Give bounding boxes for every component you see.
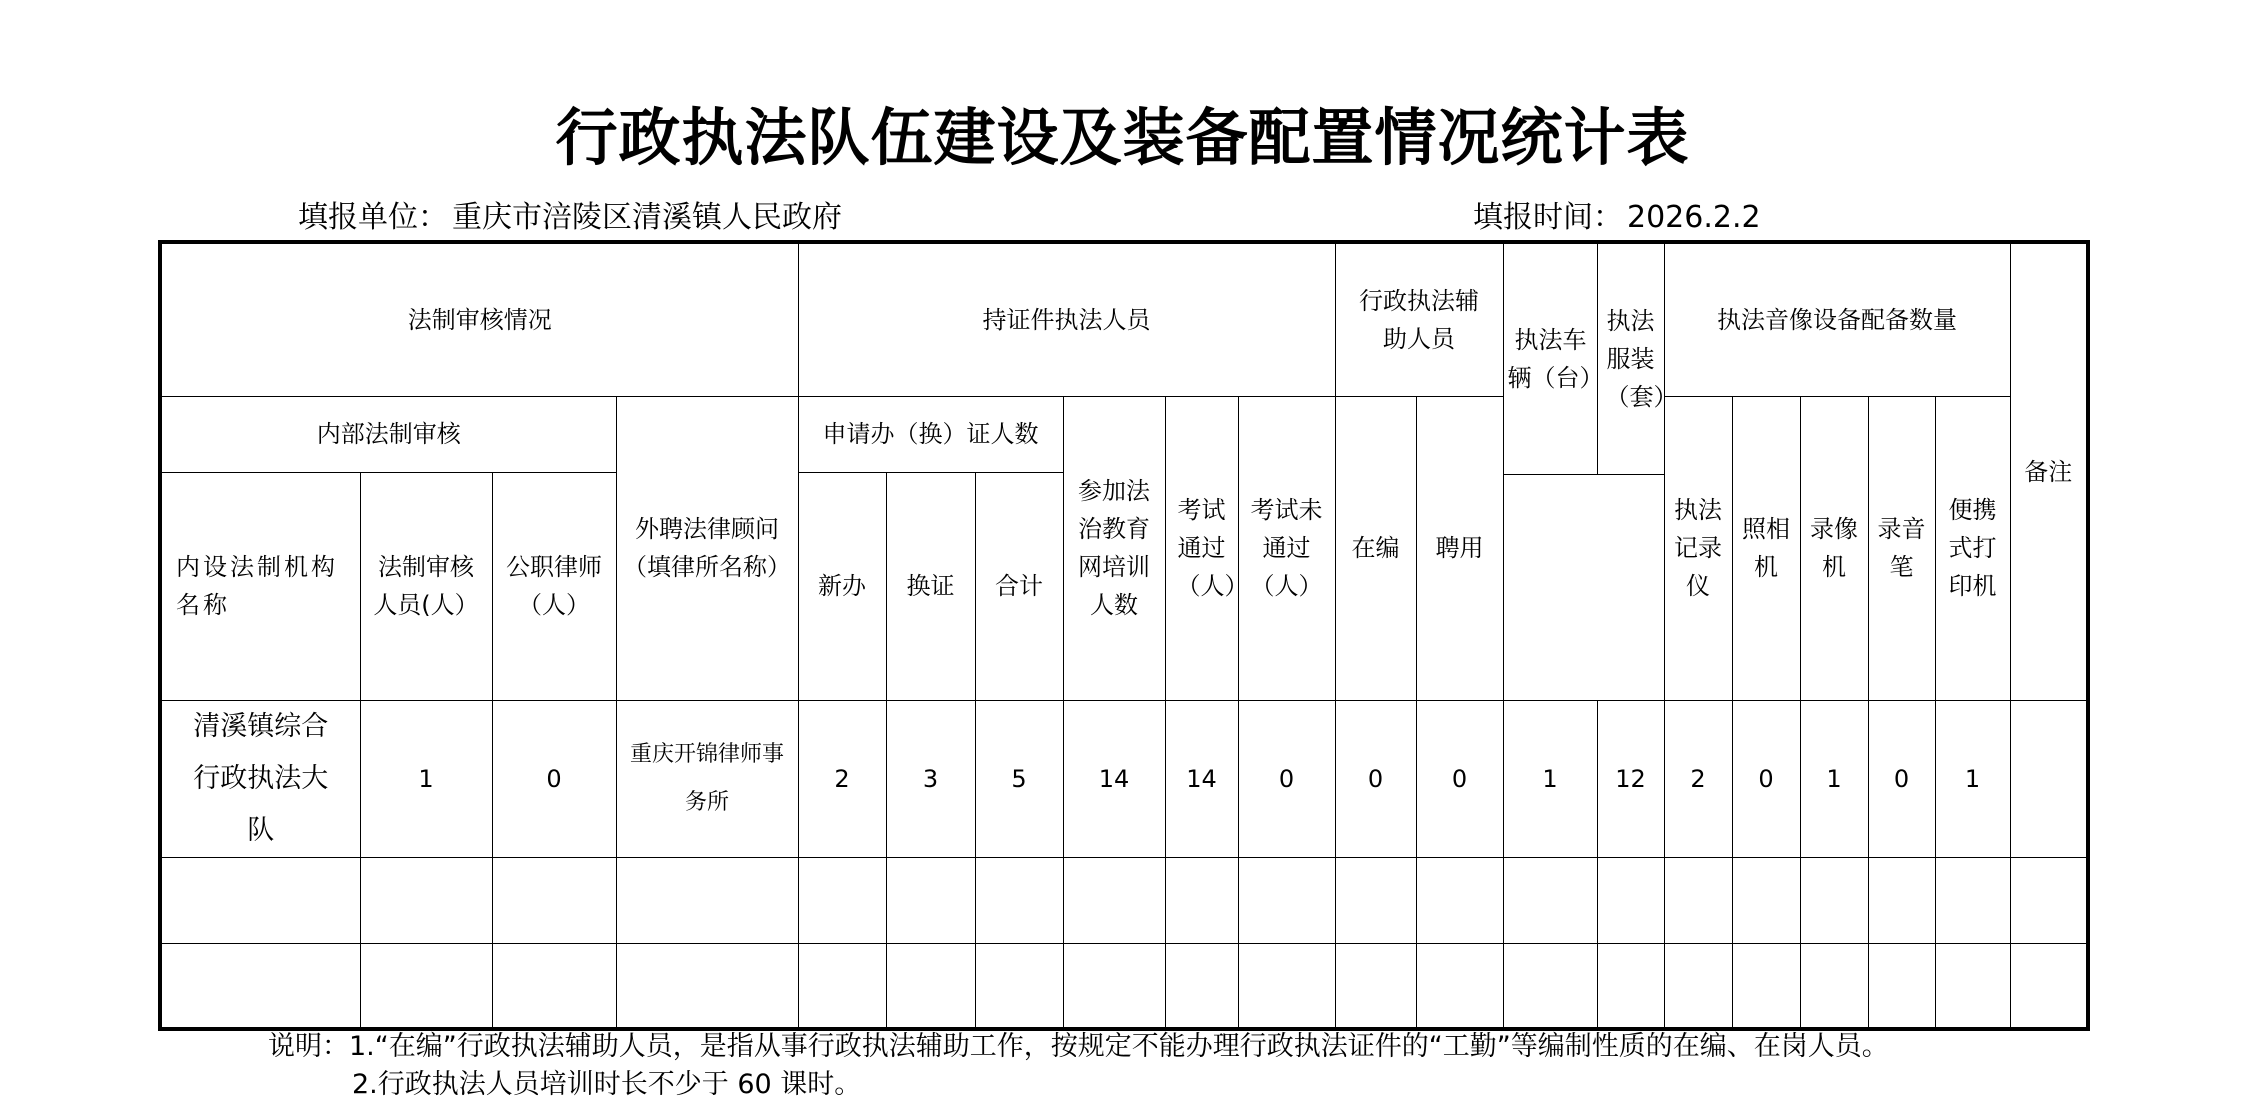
header-new-cert: 新办 [798,472,886,700]
header-exam-passed: 考试通过（人） [1165,396,1238,700]
header-external-counsel: 外聘法律顾问（填律所名称） [616,396,798,700]
filling-time-value: 2026.2.2 [1627,200,1761,235]
filling-unit-label: 填报单位： [298,200,448,235]
cell-counsel: 重庆开锦律师事务所 [616,700,798,857]
header-voice-recorder: 录音笔 [1868,396,1935,700]
header-vehicles: 执法车辆（台） [1503,242,1597,474]
cell-exam-passed: 14 [1165,700,1238,857]
table-row-empty [160,943,2088,1029]
table-row [160,700,2088,857]
header-portable-printer: 便携式打印机 [1935,396,2010,700]
header-training: 参加法治教育网培训人数 [1063,396,1165,700]
cell-vehicles: 1 [1503,700,1597,857]
statistics-table [158,240,2090,1031]
header-aux-hired: 聘用 [1416,396,1503,700]
header-exam-failed: 考试未通过（人） [1238,396,1335,700]
cell-review-staff: 1 [360,700,492,857]
header-review-staff: 法制审核人员(人） [360,472,492,700]
table-row-empty [160,857,2088,943]
header-internal-review: 内部法制审核 [160,396,616,472]
cell-renew-cert: 3 [886,700,975,857]
header-public-lawyer: 公职律师（人） [492,472,616,700]
cell-total: 5 [975,700,1063,857]
notes [268,1028,1889,1104]
cell-camera: 0 [1732,700,1800,857]
filling-time [1473,192,1761,236]
cell-aux-hired: 0 [1416,700,1503,857]
cell-org: 清溪镇综合行政执法大队 [160,700,360,857]
header-camera: 照相机 [1732,396,1800,700]
note-line-2: 2.行政执法人员培训时长不少于 60 课时。 [352,1069,862,1100]
cell-video-camera: 1 [1800,700,1868,857]
header-certified-staff: 持证件执法人员 [798,242,1335,396]
filling-time-label: 填报时间： [1473,200,1623,235]
cell-portable-printer: 1 [1935,700,2010,857]
cell-uniforms: 12 [1597,700,1664,857]
header-legal-review: 法制审核情况 [160,242,798,396]
filling-unit-value: 重庆市涪陵区清溪镇人民政府 [452,200,842,235]
note-line-1: 说明：1.“在编”行政执法辅助人员，是指从事行政执法辅助工作，按规定不能办理行政执法证件的“工勤”等编制性质的在编、在岗人员。 [268,1031,1889,1062]
header-cert-applications: 申请办（换）证人数 [798,396,1063,472]
header-total: 合计 [975,472,1063,700]
header-av-equipment: 执法音像设备配备数量 [1664,242,2010,396]
header-internal-org-name: 内设法制机构名称 [160,472,360,700]
cell-public-lawyer: 0 [492,700,616,857]
header-uniforms: 执法服装（套） [1597,242,1664,474]
cell-training: 14 [1063,700,1165,857]
cell-recorder: 2 [1664,700,1732,857]
document-title: 行政执法队伍建设及装备配置情况统计表 [555,101,1690,174]
header-video-camera: 录像机 [1800,396,1868,700]
cell-voice-recorder: 0 [1868,700,1935,857]
header-auxiliary-staff: 行政执法辅助人员 [1335,242,1503,396]
cell-exam-failed: 0 [1238,700,1335,857]
header-aux-enrolled: 在编 [1335,396,1416,700]
cell-new-cert: 2 [798,700,886,857]
header-recorder: 执法记录仪 [1664,396,1732,700]
cell-remarks [2010,700,2088,857]
header-renew-cert: 换证 [886,472,975,700]
filling-unit [298,192,842,236]
header-remarks: 备注 [2010,242,2088,700]
cell-aux-enrolled: 0 [1335,700,1416,857]
